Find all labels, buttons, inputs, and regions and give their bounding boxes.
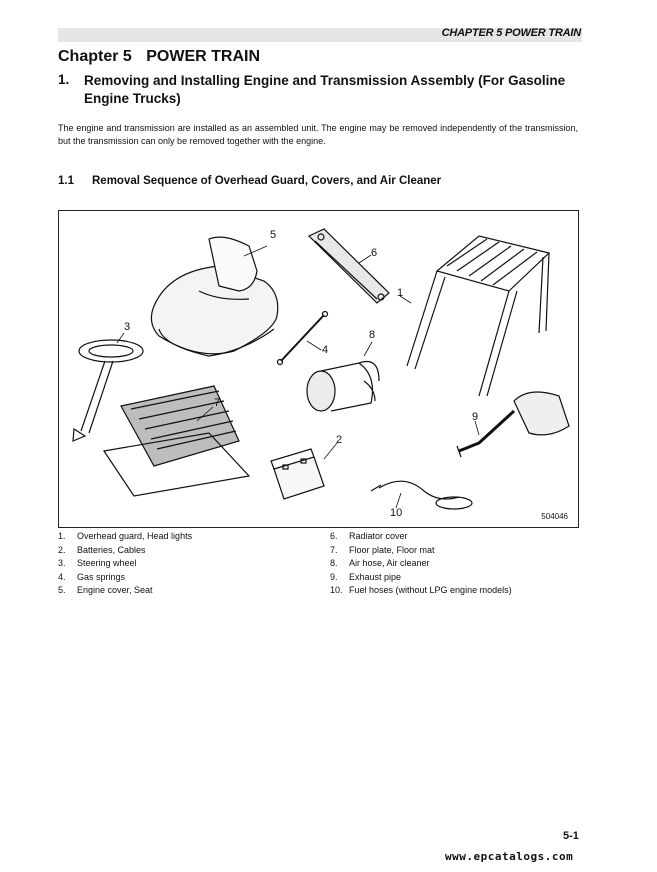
intro-paragraph: The engine and transmission are installed as an assembled unit. The engine may be removed independently of the transmission, but the transmission can only be removed together with the engine. [58,123,578,146]
legend-item: 1. Overhead guard, Head lights [58,531,193,541]
chapter-title [58,48,260,66]
subsection-title: Removal Sequence of Overhead Guard, Covers, and Air Cleaner [92,175,442,187]
figure-code: 504046 [541,512,568,521]
legend-item: 7. Floor plate, Floor mat [330,544,435,555]
legend-item: 4. Gas springs [58,571,126,582]
callout-1: 1 [397,287,404,299]
legend-item: 10. Fuel hoses (without LPG engine models) [330,585,512,596]
callout-5: 5 [270,229,277,241]
exploded-figure [58,210,579,528]
legend-left-column [58,530,192,598]
legend-item: 8. Air hose, Air cleaner [330,558,430,569]
legend-right-column [330,530,512,598]
callout-10: 10 [390,507,403,519]
legend-item: 2. Batteries, Cables [58,544,146,555]
legend-item: 5. Engine cover, Seat [58,585,153,596]
fuel-hose-drawing [371,481,472,509]
battery-drawing [271,449,324,499]
callout-7: 7 [214,397,221,409]
footer-url[interactable]: www.epcatalogs.com [445,850,574,863]
air-cleaner-drawing [307,361,379,411]
legend-item: 6. Radiator cover [330,531,408,541]
floor-plate-drawing [104,386,249,496]
legend-item: 3. Steering wheel [58,558,137,569]
legend-item: 9. Exhaust pipe [330,571,402,582]
callout-6: 6 [371,247,378,259]
exhaust-pipe-drawing [457,392,569,457]
section-number: 1. [58,72,70,87]
parts-illustration [59,211,578,527]
engine-cover-seat-drawing [151,237,277,356]
callout-3: 3 [124,321,131,333]
running-header: CHAPTER 5 POWER TRAIN [441,27,581,39]
callout-4: 4 [322,344,329,356]
radiator-cover-drawing [309,229,389,303]
gas-spring-drawing [278,312,328,365]
callout-9: 9 [472,411,479,423]
callout-8: 8 [369,329,376,341]
chapter-number: Chapter 5 [58,48,132,65]
section-title: Removing and Installing Engine and Transmission Assembly (For Gasoline Engine Trucks) [84,73,566,106]
callout-2: 2 [336,434,343,446]
overhead-guard-drawing [407,236,549,396]
chapter-name: POWER TRAIN [146,48,261,65]
subsection-number: 1.1 [58,175,74,187]
page-number: 5-1 [563,830,579,842]
